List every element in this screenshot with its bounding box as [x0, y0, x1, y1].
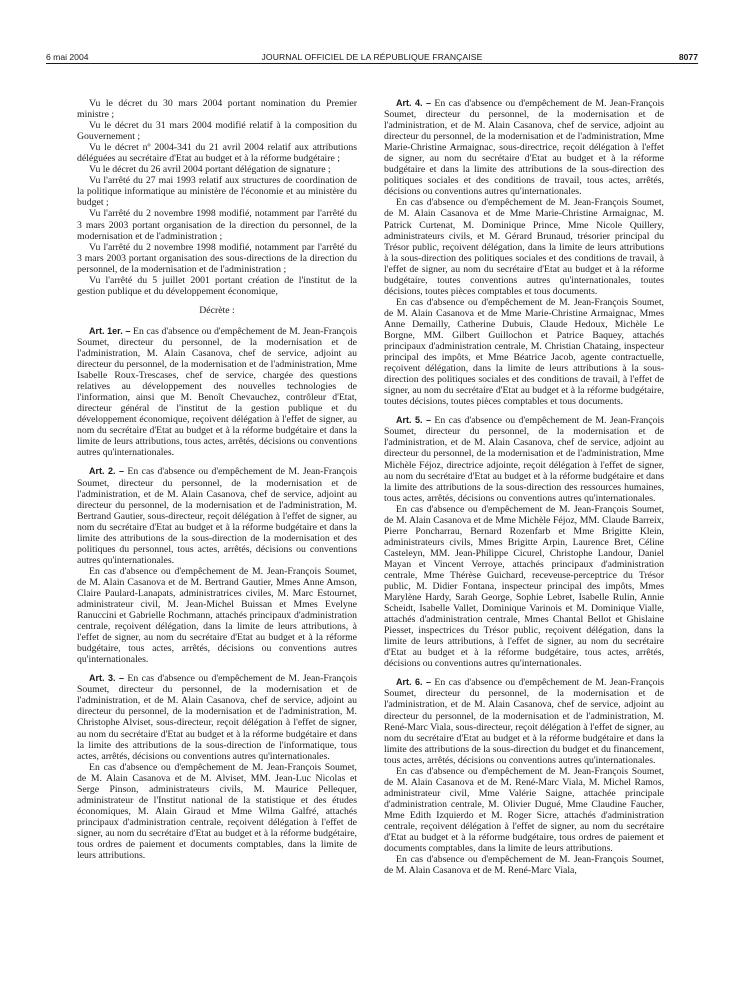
- header-rule: [46, 63, 698, 64]
- visa-paragraph: Vu l'arrêté du 2 novembre 1998 modifié, notamment par l'arrêté du 3 mars 2003 portant organisation des sous-directions de la direction du personnel, de la modernisation et de l'administration ;: [77, 241, 357, 275]
- right-column: [384, 98, 664, 876]
- article-2-label: Art. 2. –: [89, 466, 124, 477]
- article-3-text: En cas d'absence ou d'empêchement de M. Jean-François Soumet, directeur du personnel, de la modernisation et de l'administration, et de M. Alain Casanova, chef de service, adjoint au directeur du personnel, de la modernisation et de l'administration, M. Christophe Alviset, sous-directeur, reçoit délégation à l'effet de signer, au nom du secrétaire d'Etat au budget et à la réforme budgétaire et dans la limite des attributions de la sous-direction de l'informatique, tous actes, arrêtés, décisions ou conventions autres qu'internationales.: [77, 673, 358, 762]
- article-1: [77, 326, 357, 459]
- article-1-label: Art. 1er. –: [89, 325, 131, 336]
- journal-title: JOURNAL OFFICIEL DE LA RÉPUBLIQUE FRANÇAISE: [261, 52, 483, 62]
- visa-paragraph: Vu le décret du 30 mars 2004 portant nomination du Premier ministre ;: [77, 98, 357, 121]
- article-6-paragraph-2: En cas d'absence ou d'empêchement de M. Jean-François Soumet, de M. Alain Casanova et de M. René-Marc Viala, M. Michel Ramos, administrateur civil, Mme Valérie Saigne, attachée principale d'administration centrale, M. Olivier Dugué, Mme Claudine Faucher, Mme Edith Izquierdo et M. Roger Sicre, attachés d'administration centrale, reçoivent délégation à l'effet de signer, au nom du secrétaire d'Etat au budget et à la réforme budgétaire, tous ordres de paiement et documents comptables, dans la limite de leurs attributions.: [384, 765, 664, 855]
- decrete-heading: Décrète :: [199, 304, 235, 316]
- article-5: [384, 415, 664, 503]
- article-2-paragraph-2: En cas d'absence ou d'empêchement de M. Jean-François Soumet, de M. Alain Casanova et de M. Bertrand Gautier, Mmes Anne Amson, Claire Paulard-Lanapats, administratrices civiles, M. Marc Estournet, administrateur civil, M. Jean-Michel Buissan et Mmes Evelyne Ranuccini et Gabrielle Rochmann, attachés principaux d'administration centrale, reçoivent délégation, dans la limite de leurs attributions, à l'effet de signer, au nom du secrétaire d'Etat au budget et à la réforme budgétaire, tous actes, arrêtés, décisions ou conventions autres qu'internationales.: [77, 565, 357, 666]
- article-4-paragraph-3: En cas d'absence ou d'empêchement de M. Jean-François Soumet, de M. Alain Casanova et de Mme Marie-Christine Armaignac, Mmes Anne Demailly, Catherine Dubuis, Claude Hedoux, Michèle Le Borgne, MM. Gilbert Guillochon et Patrice Baquey, attachés principaux d'administration centrale, M. Christian Chataing, inspecteur principal des impôts, et Mme Béatrice Jacob, agente contractuelle, reçoivent délégation, dans la limite de leurs attributions à la sous-direction des politiques sociales et des conditions de travail, à l'effet de signer, au nom du secrétaire d'Etat au budget et à la réforme budgétaire, toutes décisions, toutes pièces comptables et tous documents.: [384, 296, 664, 408]
- article-6-text: En cas d'absence ou d'empêchement de M. Jean-François Soumet, directeur du personnel, de la modernisation et de l'administration, et de M. Alain Casanova, chef de service, adjoint au directeur du personnel, de la modernisation et de l'administration, M. René-Marc Viala, sous-directeur, reçoit délégation à l'effet de signer, au nom du secrétaire d'Etat au budget et à la réforme budgétaire et dans la limite des attributions de la sous-direction du budget et du financement, tous actes, arrêtés, décisions ou conventions autres qu'internationales.: [384, 677, 665, 766]
- article-3-paragraph-2: En cas d'absence ou d'empêchement de M. Jean-François Soumet, de M. Alain Casanova et de M. Alviset, MM. Jean-Luc Nicolas et Serge Pinson, administrateurs civils, M. Maurice Pellequer, administrateur de l'Institut national de la statistique et des études économiques, M. Alain Giraud et Mme Wilma Galfré, attachés principaux d'administration centrale, reçoivent délégation à l'effet de signer, au nom du secrétaire d'Etat au budget et à la réforme budgétaire, tous ordres de paiement et documents comptables, dans la limite de leurs attributions.: [77, 761, 357, 862]
- visa-paragraph: Vu le décret nº 2004-341 du 21 avril 2004 relatif aux attributions déléguées au secrétaire d'Etat au budget et à la réforme budgétaire ;: [77, 142, 357, 165]
- article-6-label: Art. 6. –: [396, 677, 431, 688]
- visa-paragraph: Vu l'arrêté du 5 juillet 2001 portant création de l'institut de la gestion publique et du développement économique,: [77, 274, 357, 297]
- article-5-text: En cas d'absence ou d'empêchement de M. Jean-François Soumet, directeur du personnel, de la modernisation et de l'administration, et de M. Alain Casanova, chef de service, adjoint au directeur du personnel, de la modernisation et de l'administration, Mme Michèle Féjoz, directrice adjointe, reçoit délégation à l'effet de signer, au nom du secrétaire d'Etat au budget et à la réforme budgétaire et dans la limite des attributions de la sous-direction des ressources humaines, tous actes, arrêtés, décisions ou conventions autres qu'internationales.: [384, 415, 665, 504]
- article-3: [77, 673, 357, 761]
- article-4-paragraph-2: En cas d'absence ou d'empêchement de M. Jean-François Soumet, de M. Alain Casanova et de Mme Marie-Christine Armaignac, M. Patrick Curtenat, M. Dominique Prince, Mme Nicole Quillery, administrateurs civils, et M. Gérard Brunaud, trésorier principal du Trésor public, reçoivent délégation, dans la limite de leurs attributions à la sous-direction des politiques sociales et des conditions de travail, à l'effet de signer, au nom du secrétaire d'Etat au budget et à la réforme budgétaire, toutes conventions autres qu'internationales, toutes décisions, toutes pièces comptables et tous documents.: [384, 197, 664, 297]
- article-5-label: Art. 5. –: [396, 415, 431, 426]
- article-1-text: En cas d'absence ou d'empêchement de M. Jean-François Soumet, directeur du personnel, de la modernisation et de l'administration, M. Alain Casanova, chef de service, adjoint au directeur du personnel, de la modernisation et de l'administration, Mme Isabelle Roux-Trescases, chef de service, chargée des questions relatives au développement des nouvelles technologies de l'information, ainsi que M. Benoît Chevauchez, contrôleur d'Etat, directeur général de l'institut de la gestion publique et du développement économique, reçoivent délégation à l'effet de signer, au nom du secrétaire d'Etat au budget et à la réforme budgétaire et dans la limite de leurs attributions, tous actes, arrêtés, décisions ou conventions autres qu'internationales.: [77, 325, 357, 459]
- visa-paragraph: Vu l'arrêté du 27 mai 1993 relatif aux structures de coordination de la politique informatique au ministère de l'économie et au ministère du budget ;: [77, 175, 357, 209]
- visa-paragraph: Vu le décret du 26 avril 2004 portant délégation de signature ;: [89, 164, 331, 176]
- article-5-paragraph-2: En cas d'absence ou d'empêchement de M. Jean-François Soumet, de M. Alain Casanova et de Mme Michèle Féjoz, MM. Claude Barreix, Pierre Poncharrau, Bernard Rozenfarb et Mme Brigitte Klein, administrateurs civils, Mmes Brigitte Arpin, Laurence Bret, Céline Casteleyn, MM. Jean-Philippe Cicurel, Christophe Landour, Daniel Mayan et Vincent Verroye, attachés principaux d'administration centrale, Mme Thérèse Guichard, receveuse-perceptrice du Trésor public, M. Didier Fontana, inspecteur principal des impôts, Mmes Marylène Hardy, Sarah George, Sophie Lebret, Isabelle Rulin, Annie Scheidt, Isabelle Vallet, Dominique Varinois et M. Dominique Vialle, attachés d'administration centrale, Mmes Chantal Bellot et Ghislaine Piesset, inspectrices du Trésor public, reçoivent délégation, dans la limite de leurs attributions, à l'effet de signer, au nom du secrétaire d'Etat au budget et à la réforme budgétaire, tous actes, arrêtés, décisions ou conventions autres qu'internationales.: [384, 503, 664, 670]
- visa-paragraph: Vu le décret du 31 mars 2004 modifié relatif à la composition du Gouvernement ;: [77, 120, 357, 143]
- article-6-paragraph-3: En cas d'absence ou d'empêchement de M. Jean-François Soumet, de M. Alain Casanova et de M. René-Marc Viala,: [384, 854, 664, 877]
- left-column: [77, 98, 357, 861]
- page-number: 8077: [678, 52, 698, 62]
- article-2: [77, 466, 357, 565]
- article-4-text: En cas d'absence ou d'empêchement de M. Jean-François Soumet, directeur du personnel, de la modernisation et de l'administration, et de M. Alain Casanova, chef de service, adjoint au directeur du personnel, de la modernisation et de l'administration, Mme Marie-Christine Armaignac, sous-directrice, reçoit délégation à l'effet de signer, au nom du secrétaire d'Etat au budget et à la réforme budgétaire et dans la limite des attributions de la sous-direction des politiques sociales et des conditions de travail, tous actes, arrêtés, décisions ou conventions autres qu'internationales.: [384, 98, 665, 198]
- visa-paragraph: Vu l'arrêté du 2 novembre 1998 modifié, notamment par l'arrêté du 3 mars 2003 portant organisation de la direction du personnel, de la modernisation et de l'administration ;: [77, 208, 357, 242]
- article-4-label: Art. 4. –: [396, 98, 431, 108]
- article-3-label: Art. 3. –: [89, 673, 124, 684]
- article-2-text: En cas d'absence ou d'empêchement de M. Jean-François Soumet, directeur du personnel, de la modernisation et de l'administration, et de M. Alain Casanova, chef de service, adjoint au directeur du personnel, de la modernisation et de l'administration, M. Bertrand Gautier, sous-directeur, reçoit délégation à l'effet de signer, au nom du secrétaire d'Etat au budget et à la réforme budgétaire et dans la limite des attributions de la sous-direction de la modernisation et des politiques du personnel, tous actes, arrêtés, décisions ou conventions autres qu'internationales.: [77, 466, 358, 566]
- header-date: 6 mai 2004: [46, 52, 89, 62]
- article-4: [384, 98, 664, 197]
- article-6: [384, 677, 664, 765]
